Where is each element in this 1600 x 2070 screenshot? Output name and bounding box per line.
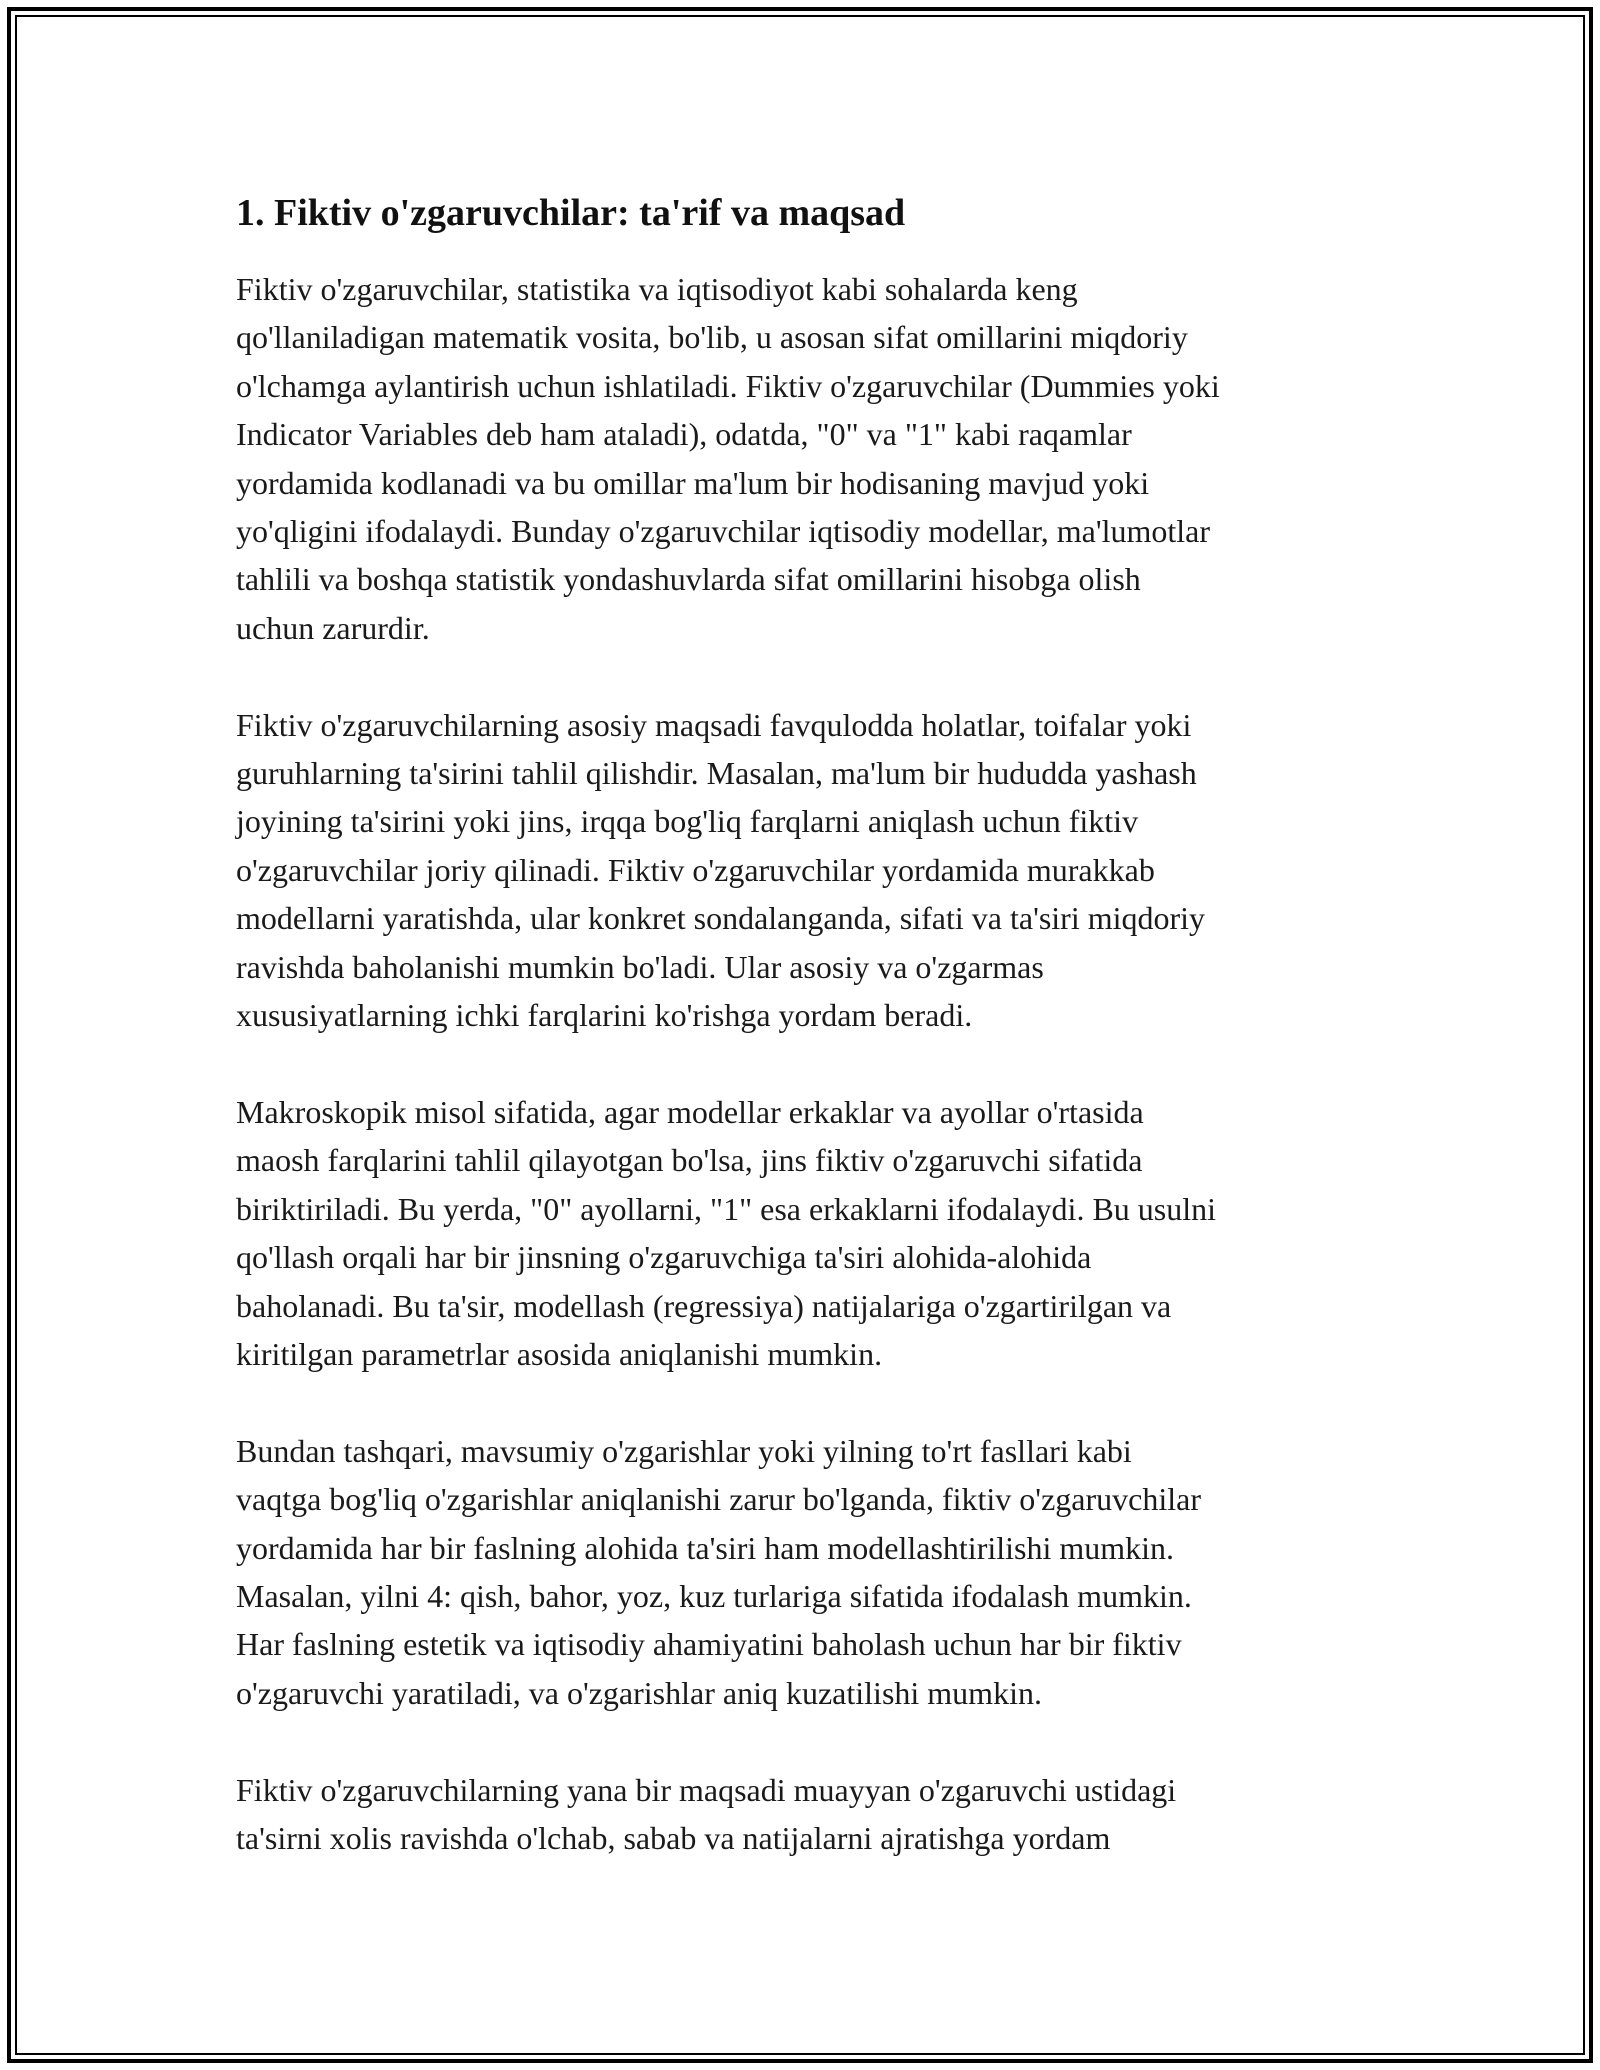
text-line: joyining ta'sirini yoki jins, irqqa bog'liq farqlarni aniqlash uchun fiktiv <box>236 803 1139 840</box>
text-line: vaqtga bog'liq o'zgarishlar aniqlanishi zarur bo'lganda, fiktiv o'zgaruvchilar <box>236 1481 1201 1518</box>
text-line: Makroskopik misol sifatida, agar modellar erkaklar va ayollar o'rtasida <box>236 1093 1144 1130</box>
paragraph-definition <box>236 265 1376 652</box>
text-line: qo'llash orqali har bir jinsning o'zgaruvchiga ta'siri alohida-alohida <box>236 1239 1092 1276</box>
paragraph-purpose <box>236 701 1376 1040</box>
text-line: o'zgaruvchilar joriy qilinadi. Fiktiv o'zgaruvchilar yordamida murakkab <box>236 851 1155 888</box>
text-line: Fiktiv o'zgaruvchilarning asosiy maqsadi favqulodda holatlar, toifalar yoki <box>236 706 1192 743</box>
text-line: guruhlarning ta'sirini tahlil qilishdir. Masalan, ma'lum bir hududda yashash <box>236 755 1197 792</box>
document-body <box>236 183 1376 1911</box>
text-line: yordamida har bir faslning alohida ta'siri ham modellashtirilishi mumkin. <box>236 1529 1175 1566</box>
text-line: xususiyatlarning ichki farqlarini ko'rishga yordam beradi. <box>236 997 973 1034</box>
text-line: Fiktiv o'zgaruvchilar, statistika va iqtisodiyot kabi sohalarda keng <box>236 271 1078 307</box>
text-line: baholanadi. Bu ta'sir, modellash (regressiya) natijalariga o'zgartirilgan va <box>236 1287 1172 1324</box>
text-line: tahlili va boshqa statistik yondashuvlarda sifat omillarini hisobga olish <box>236 561 1141 598</box>
text-line: o'zgaruvchi yaratiladi, va o'zgarishlar aniq kuzatilishi mumkin. <box>236 1674 1042 1711</box>
text-line: yordamida kodlanadi va bu omillar ma'lum bir hodisaning mavjud yoki <box>236 464 1150 501</box>
text-line: uchun zarurdir. <box>236 609 430 646</box>
text-line: yo'qligini ifodalaydi. Bunday o'zgaruvchilar iqtisodiy modellar, ma'lumotlar <box>236 513 1211 550</box>
paragraph-further-purpose <box>236 1766 1376 1863</box>
section-title: 1. Fiktiv o'zgaruvchilar: ta'rif va maqsad <box>236 192 906 234</box>
text-line: Fiktiv o'zgaruvchilarning yana bir maqsadi muayyan o'zgaruvchi ustidagi <box>236 1771 1177 1808</box>
text-line: biriktiriladi. Bu yerda, "0" ayollarni, "1" esa erkaklarni ifodalaydi. Bu usulni <box>236 1190 1217 1227</box>
text-line: ravishda baholanishi mumkin bo'ladi. Ular asosiy va o'zgarmas <box>236 948 1044 985</box>
paragraph-gender-example <box>236 1088 1376 1378</box>
text-line: Indicator Variables deb ham ataladi), odatda, "0" va "1" kabi raqamlar <box>236 416 1132 453</box>
text-line: kiritilgan parametrlar asosida aniqlanishi mumkin. <box>236 1335 883 1372</box>
paragraph-seasonal-example <box>236 1427 1376 1717</box>
text-line: modellarni yaratishda, ular konkret sondalanganda, sifati va ta'siri miqdoriy <box>236 900 1206 937</box>
text-line: o'lchamga aylantirish uchun ishlatiladi. Fiktiv o'zgaruvchilar (Dummies yoki <box>236 367 1220 404</box>
text-line: Har faslning estetik va iqtisodiy ahamiyatini baholash uchun har bir fiktiv <box>236 1626 1182 1663</box>
text-line: Masalan, yilni 4: qish, bahor, yoz, kuz turlariga sifatida ifodalash mumkin. <box>236 1577 1192 1614</box>
text-line: qo'llaniladigan matematik vosita, bo'lib, u asosan sifat omillarini miqdoriy <box>236 319 1188 356</box>
text-line: ta'sirni xolis ravishda o'lchab, sabab va natijalarni ajratishga yordam <box>236 1819 1111 1856</box>
text-line: Bundan tashqari, mavsumiy o'zgarishlar yoki yilning to'rt fasllari kabi <box>236 1432 1132 1469</box>
text-line: maosh farqlarini tahlil qilayotgan bo'lsa, jins fiktiv o'zgaruvchi sifatida <box>236 1142 1143 1179</box>
